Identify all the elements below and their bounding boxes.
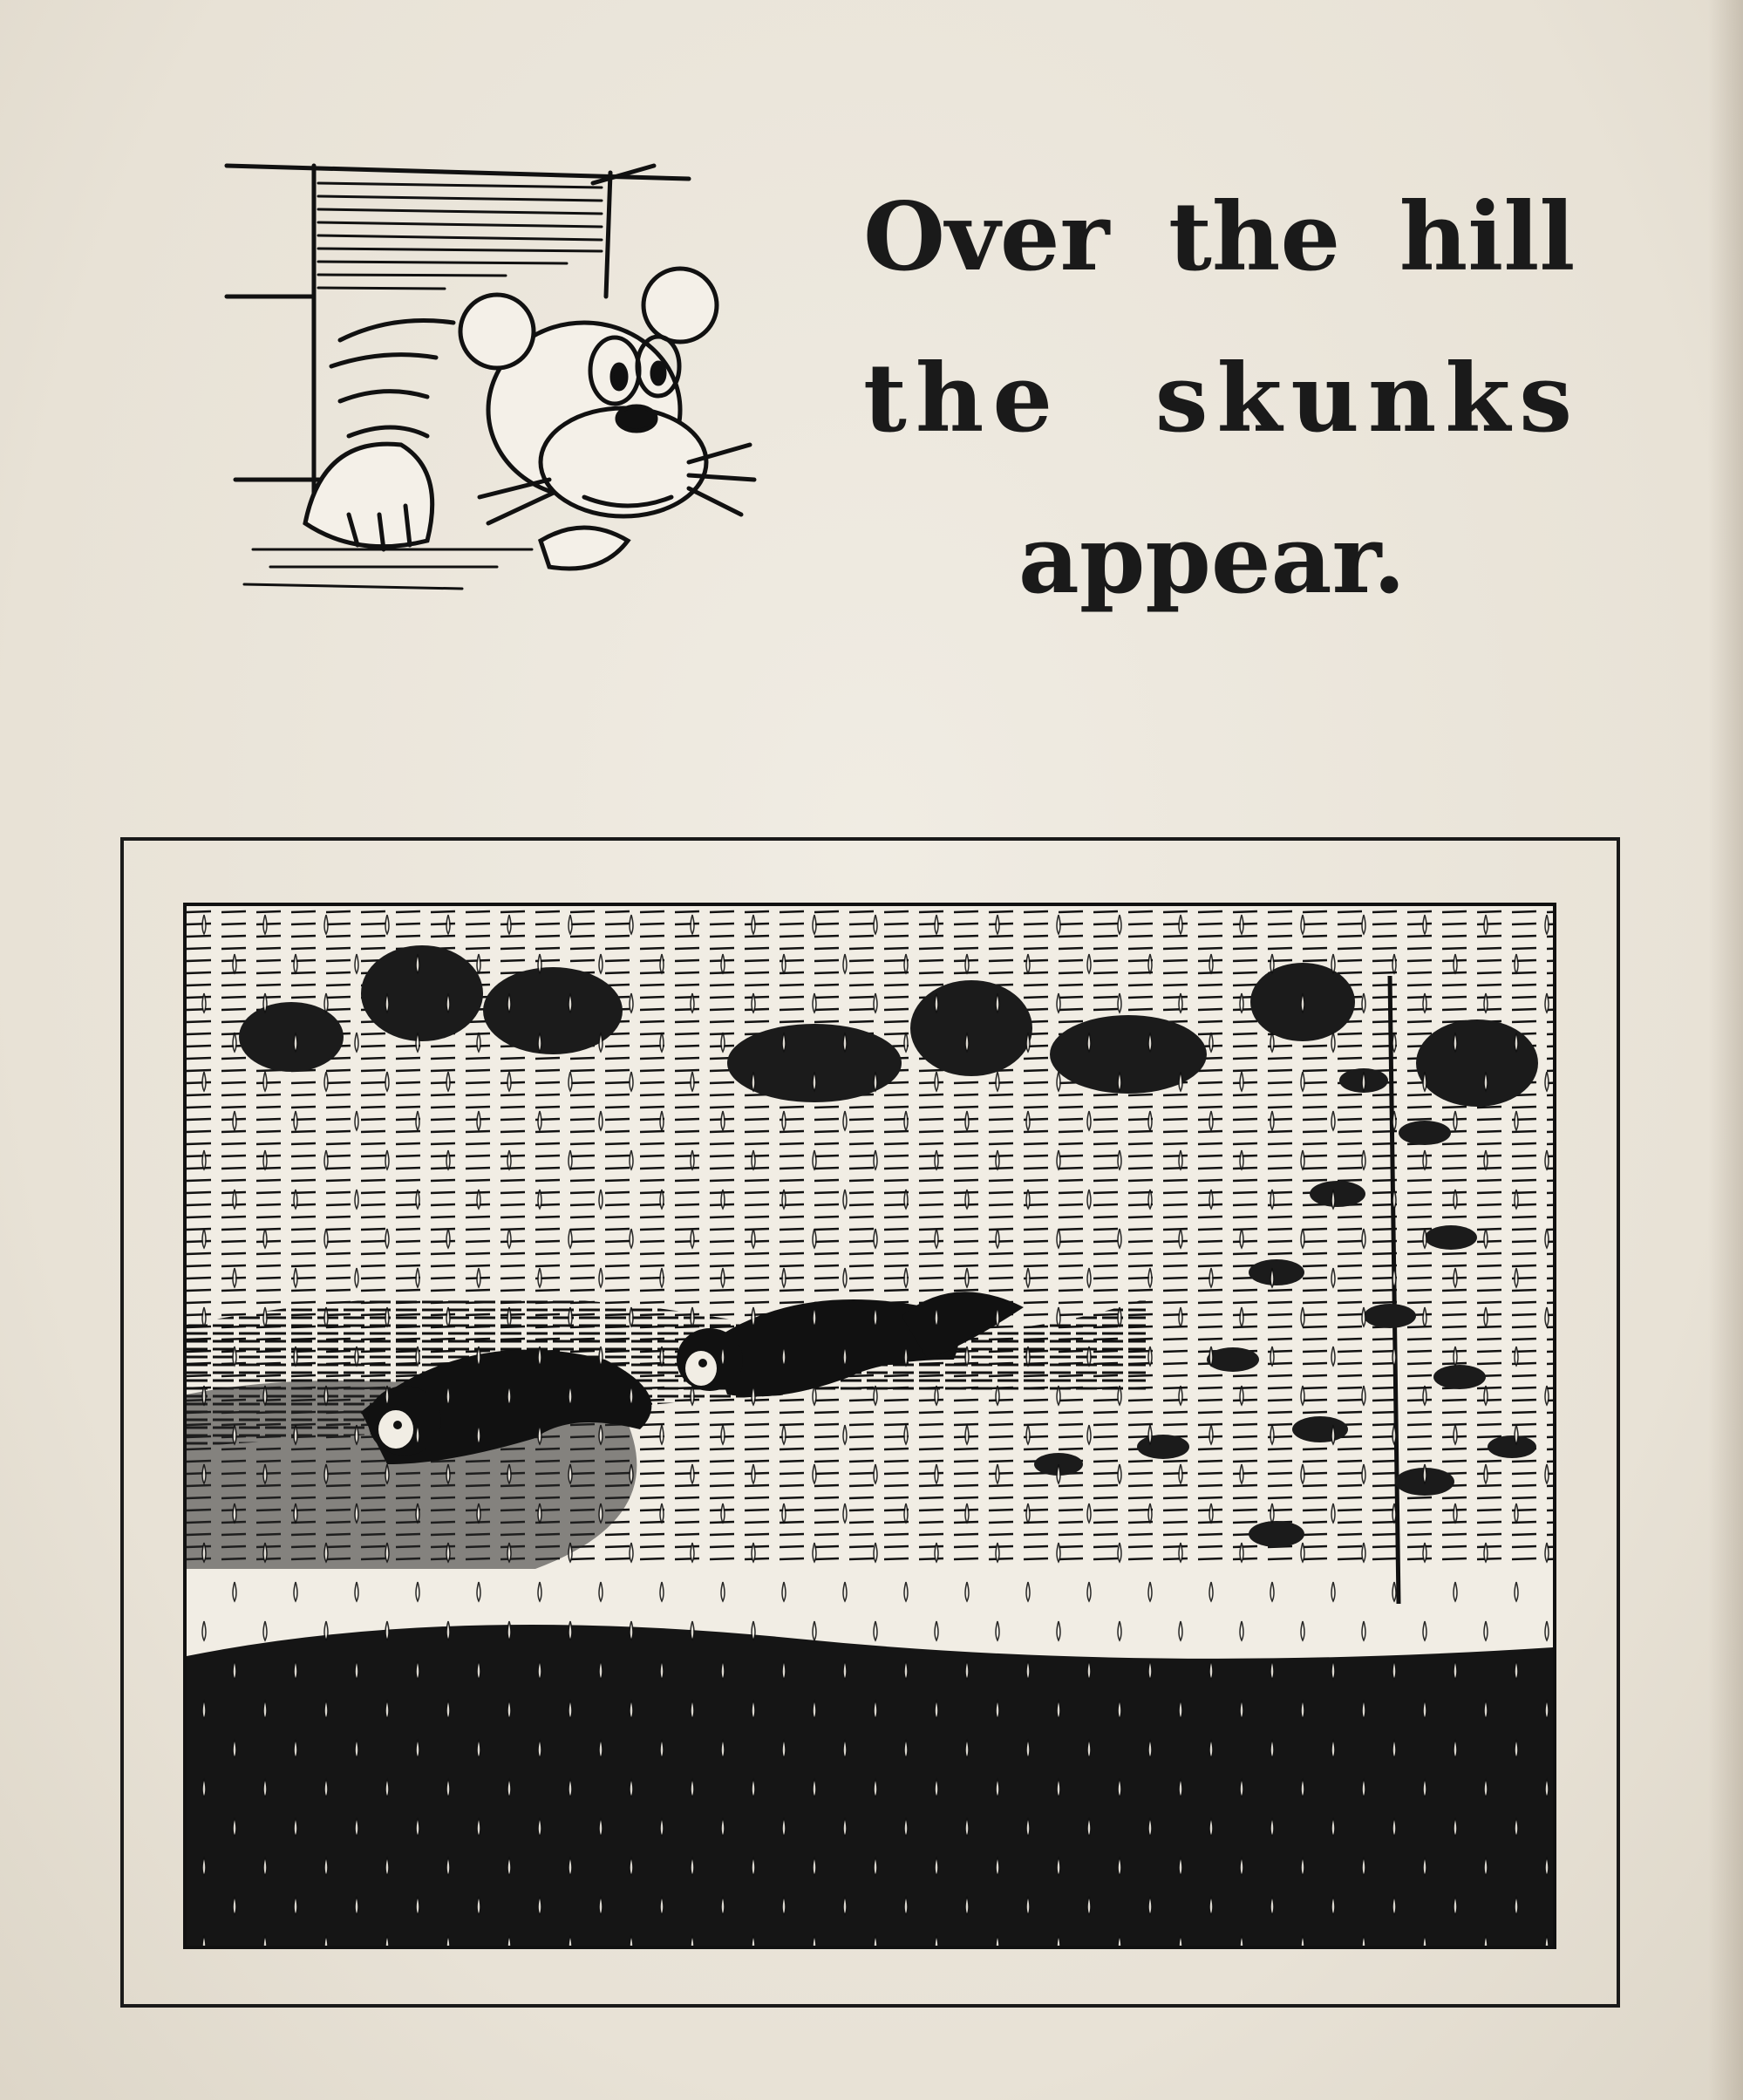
verse-text (863, 157, 1582, 641)
tiger-window-illustration (218, 148, 776, 619)
verse-line-3: appear. (1018, 505, 1406, 615)
page-edge-shadow (1708, 0, 1743, 2100)
verse-line-2: the skunks (863, 344, 1582, 453)
skunk-scene-illustration (183, 903, 1556, 1949)
verse-line-1: Over the hill (863, 182, 1576, 292)
rain-drops (187, 906, 1553, 1946)
